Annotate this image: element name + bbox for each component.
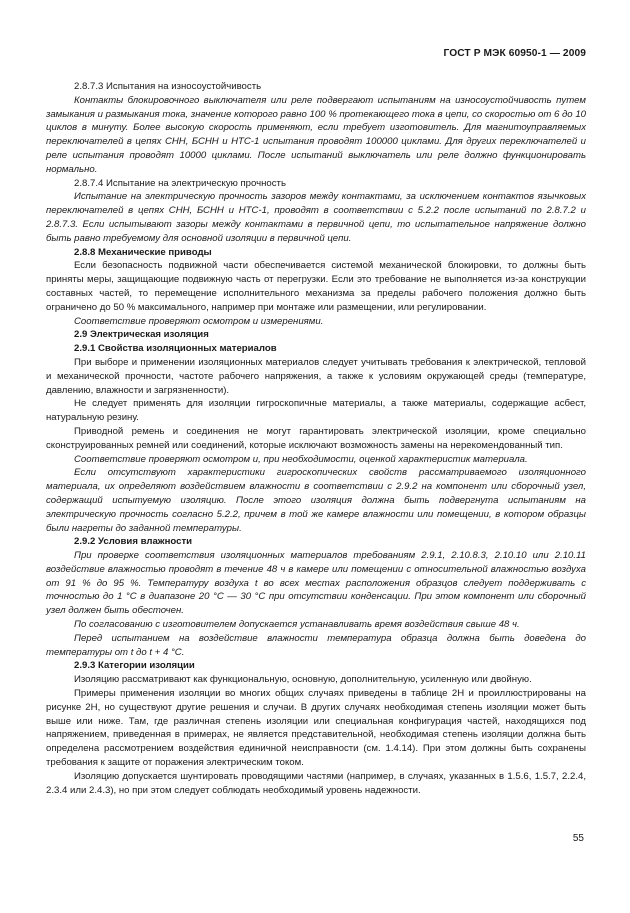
section-heading: 2.9.3 Категории изоляции [74,660,195,672]
paragraph: По согласованию с изготовителем допускается устанавливать время воздействия свыше 48 ч. [74,619,520,631]
paragraph: Соответствие проверяют осмотром и, при необходимости, оценкой характеристик материала. [74,453,528,465]
paragraph: Изоляцию рассматривают как функциональную, основную, дополнительную, усиленную или двойную. [74,674,532,686]
paragraph: Если безопасность подвижной части обеспечивается системой механической блокировки, то должны быть приняты меры, защищающие подвижную часть от перегрузки. Если это требование не выполняется из-за конструкции составных частей, то перемещение исполнительного механизма за пределы рабочего положения должно быть ограничено до 50 % максимального, например при монтаже или размещении, или регулировании. [46,260,586,313]
section-heading: 2.9.1 Свойства изоляционных материалов [74,343,277,355]
paragraph: Испытание на электрическую прочность зазоров между контактами, за исключением контактов язычковых переключателей в цепях СНН, БСНН и НТС-1, проводят в соответствии с 5.2.2 после испытаний по 2.8.7.2 и 2.8.7.3. Если испытывают зазоры между контактами в первичной цепи, то испытательное напряжение должно быть равно требуемому для основной изоляции в первичной цепи. [46,191,586,244]
paragraph: 2.8.7.3 Испытания на износоустойчивость [74,81,262,92]
paragraph: Не следует применять для изоляции гигроскопичные материалы, а также материалы, содержащие асбест, натуральную резину. [46,398,586,424]
paragraph: При проверке соответствия изоляционных материалов требованиям 2.9.1, 2.10.8.3, 2.10.10 или 2.10.11 воздействие влажностью проводят в течение 48 ч в камере или помещении с относительной влажностью воздуха от 91 % до 95 %. Температуру воздуха t во всех местах расположения образцов следует поддерживать с точностью до 1 °С в диапазоне 20 °С — 30 °С при отсутствии конденсации. При этом компонент или сборочный узел должен быть обесточен. [46,550,586,617]
paragraph: Соответствие проверяют осмотром и измерениями. [74,315,324,327]
section-heading: 2.8.8 Механические приводы [74,246,212,258]
section-heading: 2.9 Электрическая изоляция [74,329,209,341]
paragraph: Приводной ремень и соединения не могут гарантировать электрической изоляции, кроме специально сконструированных ремней или соединений, которые исключают возможность замены на нерекомендованный тип. [46,425,586,451]
paragraph: При выборе и применении изоляционных материалов следует учитывать требования к электрической, тепловой и механической прочности, частоте рабочего напряжения, а также к условиям окружающей среды (температуре, давлению, влажности и загрязненности). [46,356,586,396]
document-header: ГОСТ Р МЭК 60950-1 — 2009 [443,48,586,59]
paragraph: Примеры применения изоляции во многих общих случаях приведены в таблице 2Н и проиллюстрированы на рисунке 2Н, но существуют другие решения и случаи. В других случаях необходимая степень изоляции может быть выше или ниже. Там, где различная степень изоляции или специальная конфигурация частей, находящихся под напряжением, приведенная в примерах, не является представительной, необходимая степень изоляции должна быть определена рассмотрением воздействия единичной неисправности (см. 1.4.14). При этом должны быть сохранены требования к защите от поражения электрическим током. [46,688,586,769]
paragraph: Изоляцию допускается шунтировать проводящими частями (например, в случаях, указанных в 1.5.6, 1.5.7, 2.2.4, 2.3.4 или 2.4.3), но при этом следует соблюдать необходимый уровень надежности. [46,770,586,796]
paragraph: Если отсутствуют характеристики гигроскопических свойств рассматриваемого изоляционного материала, их определяют воздействием влажности в соответствии с 2.9.2 на компонент или сборочный узел, содержащий испытуемую изоляцию. После этого изоляция должна быть подвергнута испытаниям на электрическую прочность согласно 5.2.2, причем в той же камере влажности или помещении, в котором образцы были нагреты до заданной температуры. [46,467,586,534]
paragraph: Перед испытанием на воздействие влажности температура образца должна быть доведена до температуры от t до t + 4 °С. [46,632,586,658]
page-number: 55 [572,833,584,844]
section-heading: 2.9.2 Условия влажности [74,536,193,548]
paragraph: 2.8.7.4 Испытание на электрическую прочность [74,177,286,189]
document-body [46,80,586,797]
paragraph: Контакты блокировочного выключателя или реле подвергают испытаниям на износоустойчивость путем замыкания и размыкания тока, значение которого равно 100 % протекающего тока в цепи, со скоростью от 6 до 10 циклов в минуту. Более высокую скорость применяют, если требует изготовитель. Для магнитоуправляемых переключателей в цепях СНН, БСНН и НТС-1 испытания проводят 100000 циклами. Для других переключателей и реле испытания проводят 10000 циклами. После испытаний выключатель или реле должно функционировать нормально. [46,94,586,175]
